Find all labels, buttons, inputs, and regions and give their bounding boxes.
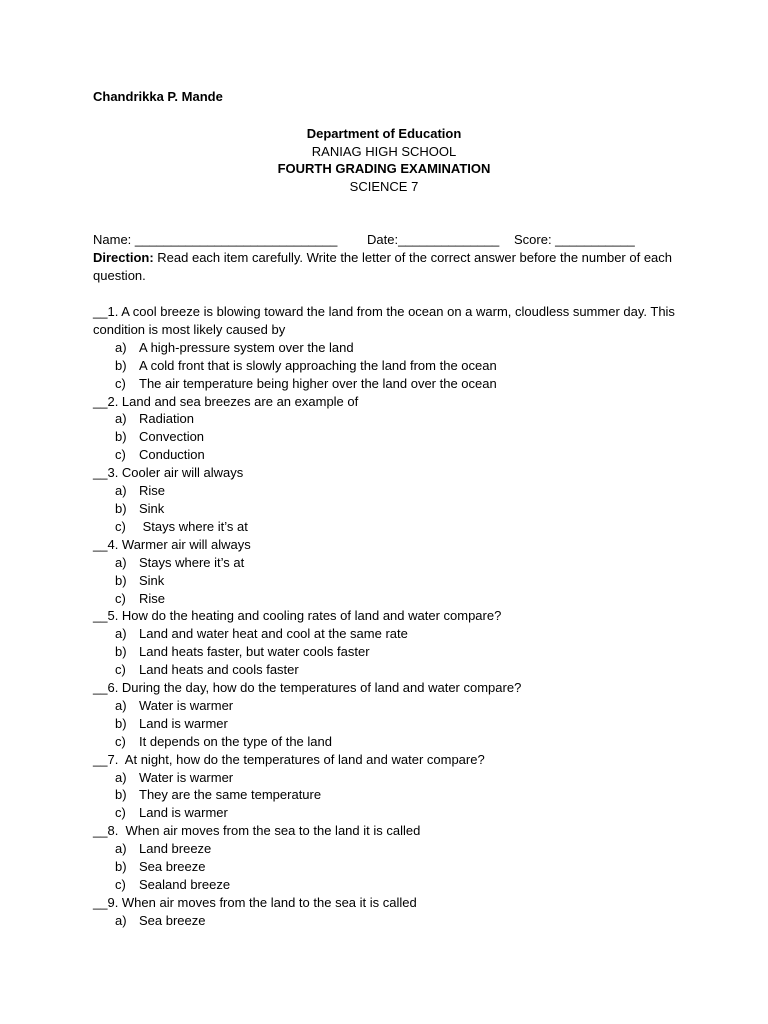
option [93,661,693,679]
question-text: __6. During the day, how do the temperatures of land and water compare? [93,680,522,696]
option [93,858,693,876]
option-text: Water is warmer [139,769,234,785]
option-letter: b) [115,787,127,803]
option-letter: c) [115,590,126,606]
option [93,554,693,572]
question-text: __5. How do the heating and cooling rates of land and water compare? [93,608,502,624]
option-text: Radiation [139,411,194,427]
question-text: __1. A cool breeze is blowing toward the land from the ocean on a warm, cloudless summer day. This condition is most likely caused by [93,304,679,337]
option-text: A high-pressure system over the land [139,339,354,355]
option [93,804,693,822]
option-letter: b) [115,357,127,373]
question-6 [93,679,693,751]
question-5 [93,607,693,679]
option-text: Land is warmer [139,715,228,731]
question-3 [93,464,693,536]
option [93,410,693,428]
direction-label: Direction: [93,250,154,265]
option-text: Sealand breeze [139,877,231,892]
option [93,428,693,446]
direction-text: Read each item carefully. Write the letter of the correct answer before the number of each question. [93,250,673,283]
option-letter: b) [115,859,127,875]
question-9 [93,894,693,930]
option-letter: b) [115,644,127,660]
option-text: Land heats faster, but water cools faster [139,644,370,660]
school-name: RANIAG HIGH SCHOOL [311,143,457,159]
question-2 [93,393,693,465]
option-letter: b) [115,572,127,588]
student-info-row [0,232,768,250]
question-text: __9. When air moves from the land to the sea it is called [93,894,417,910]
option-letter: a) [115,912,127,928]
question-text: __2. Land and sea breezes are an example of [93,393,359,409]
option-letter: a) [115,339,127,355]
option-letter: a) [115,841,127,857]
exam-header [0,125,768,195]
option-letter: a) [115,769,127,785]
option [93,769,693,787]
directions [93,249,678,285]
department-title: Department of Education [306,126,462,141]
score-field: Score: ___________ [514,232,635,247]
option-text: Convection [139,429,205,445]
option-text: Sink [139,500,165,516]
option [93,500,693,518]
author-name: Chandrikka P. Mande [93,89,223,104]
option [93,786,693,804]
question-text: __3. Cooler air will always [93,465,244,481]
option-letter: b) [115,500,127,516]
option-text: Land and water heat and cool at the same rate [139,626,408,642]
option-letter: a) [115,626,127,642]
option-text: Rise [139,483,166,499]
question-text: __4. Warmer air will always [93,536,251,552]
question-8 [93,822,693,894]
option [93,697,693,715]
option-letter: a) [115,483,127,499]
option-letter: a) [115,554,127,570]
exam-title: FOURTH GRADING EXAMINATION [277,161,491,176]
option [93,912,693,930]
option [93,876,693,894]
option-text: Sink [139,572,165,588]
option-letter: a) [115,411,127,427]
option-text: Land breeze [139,841,212,857]
option-text: A cold front that is slowly approaching the land from the ocean [139,357,497,373]
option-text: Rise [139,590,166,606]
option-letter: c) [115,662,126,678]
question-1 [93,303,693,393]
option [93,482,693,500]
name-field: Name: ____________________________ [93,232,338,247]
option-text: Sea breeze [139,912,206,928]
option [93,643,693,661]
option-letter: c) [115,733,126,749]
option-text: The air temperature being higher over the land over the ocean [139,375,497,391]
option [93,572,693,590]
option [93,357,693,375]
question-text: __8. When air moves from the sea to the land it is called [93,823,421,839]
option [93,518,693,536]
date-field: Date:______________ [367,232,500,247]
option-letter: a) [115,697,127,713]
option-letter: c) [115,447,126,463]
option [93,446,693,464]
option [93,715,693,733]
option [93,339,693,357]
option-text: Water is warmer [139,697,234,713]
subject-title: SCIENCE 7 [349,178,419,194]
option [93,733,693,751]
option-letter: c) [115,877,126,892]
option [93,375,693,393]
option-letter: b) [115,429,127,445]
option-text: They are the same temperature [139,787,322,803]
option-text: Stays where it’s at [139,518,248,534]
option [93,590,693,608]
option [93,625,693,643]
option-letter: c) [115,805,126,821]
option-text: Sea breeze [139,859,206,875]
option-letter: c) [115,518,126,534]
option-text: Conduction [139,447,205,463]
option-text: It depends on the type of the land [139,733,332,749]
option-text: Land heats and cools faster [139,662,299,678]
question-4 [93,536,693,608]
question-list [93,303,693,930]
question-text: __7. At night, how do the temperatures of land and water compare? [93,751,485,767]
option-text: Stays where it’s at [139,554,245,570]
question-7 [93,751,693,823]
option [93,840,693,858]
option-letter: b) [115,715,127,731]
option-text: Land is warmer [139,805,228,821]
option-letter: c) [115,375,126,391]
